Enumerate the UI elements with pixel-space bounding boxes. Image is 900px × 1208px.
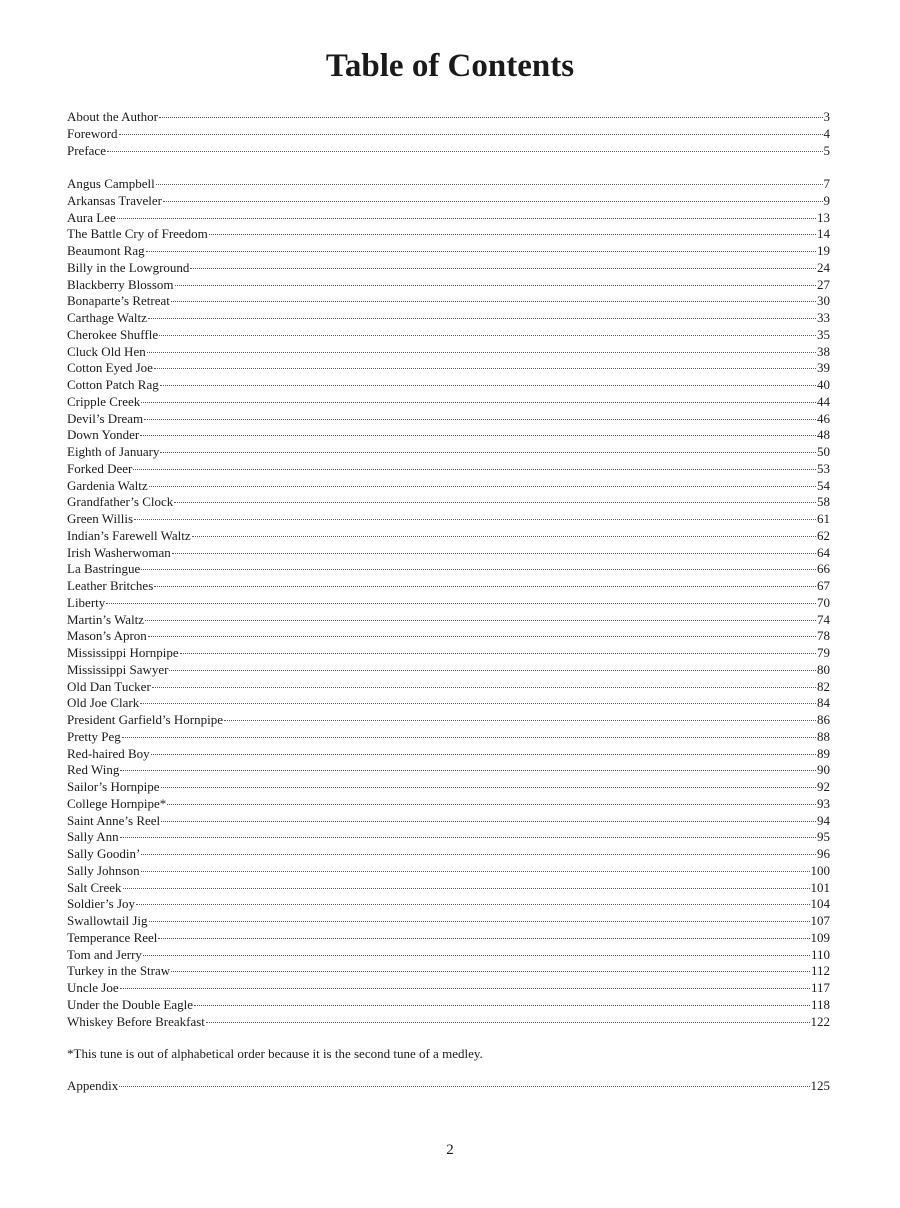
toc-entry-title: Saint Anne’s Reel	[67, 812, 161, 828]
toc-entry-title: Uncle Joe	[67, 980, 119, 995]
toc-entry-title: Swallowtail Jig	[67, 913, 148, 928]
toc-entry-title: Down Yonder	[67, 427, 140, 443]
toc-entry-title: Angus Campbell	[67, 176, 155, 191]
toc-entry-title: Pretty Peg	[67, 728, 121, 744]
toc-entry-page: 67	[817, 578, 830, 593]
toc-entry-page: 109	[810, 929, 830, 945]
toc-entry-page: 88	[817, 728, 830, 744]
dot-leader	[156, 184, 823, 185]
dot-leader	[123, 888, 810, 889]
toc-entry-title: Cotton Eyed Joe	[67, 360, 153, 376]
toc-entry-title: Old Joe Clark	[67, 695, 140, 711]
toc-entry	[67, 712, 830, 729]
toc-entry	[67, 930, 830, 947]
toc-entry-title: President Garfield’s Hornpipe	[67, 712, 223, 727]
toc-entry	[67, 411, 830, 428]
toc-entry-page: 24	[817, 259, 830, 275]
toc-entry-title: The Battle Cry of Freedom	[67, 226, 208, 242]
toc-entry-page: 107	[810, 913, 830, 928]
toc-entry-page: 82	[817, 678, 830, 694]
dot-leader	[151, 754, 816, 755]
dot-leader	[224, 720, 816, 721]
toc-entry	[67, 662, 830, 679]
dot-leader	[172, 553, 816, 554]
toc-entry-page: 118	[810, 996, 830, 1012]
toc-entry	[67, 143, 830, 160]
toc-entry	[67, 226, 830, 243]
dot-leader	[209, 234, 816, 235]
toc-entry-page: 30	[817, 293, 830, 309]
dot-leader	[159, 335, 816, 336]
dot-leader	[163, 201, 823, 202]
toc-entry	[67, 997, 830, 1014]
toc-entry-title: Under the Double Eagle	[67, 996, 193, 1012]
toc-entry	[67, 779, 830, 796]
toc-entry-title: Leather Britches	[67, 578, 154, 593]
dot-leader	[147, 352, 816, 353]
dot-leader	[141, 569, 816, 570]
toc-entry-title: Temperance Reel	[67, 929, 158, 945]
toc-entry	[67, 980, 830, 997]
toc-entry-title: College Hornpipe*	[67, 795, 167, 811]
toc-entry	[67, 913, 830, 930]
dot-leader	[174, 502, 816, 503]
dot-leader	[140, 435, 816, 436]
toc-entry	[67, 210, 830, 227]
toc-tunes	[67, 176, 830, 1030]
dot-leader	[119, 1086, 809, 1087]
toc-entry-title: Beaumont Rag	[67, 243, 145, 258]
toc-entry	[67, 494, 830, 511]
toc-entry	[67, 344, 830, 361]
dot-leader	[206, 1022, 810, 1023]
dot-leader	[141, 854, 816, 855]
page-title: Table of Contents	[325, 48, 575, 84]
dot-leader	[175, 285, 816, 286]
dot-leader	[134, 519, 816, 520]
toc-entry	[67, 963, 830, 980]
toc-entry-title: About the Author	[67, 109, 158, 124]
toc-entry-title: Arkansas Traveler	[67, 192, 162, 208]
dot-leader	[154, 368, 816, 369]
toc-entry-page: 50	[817, 444, 830, 459]
toc-entry-page: 78	[817, 628, 830, 644]
dot-leader	[133, 469, 816, 470]
dot-leader	[120, 837, 816, 838]
dot-leader	[120, 988, 810, 989]
toc-entry-page: 4	[823, 125, 830, 141]
toc-entry-title: Cherokee Shuffle	[67, 326, 159, 342]
toc-entry-page: 40	[817, 377, 830, 392]
toc-entry-title: Mississippi Sawyer	[67, 661, 169, 677]
toc-entry	[67, 327, 830, 344]
toc-entry-title: Red Wing	[67, 762, 120, 778]
toc-entry-page: 44	[817, 393, 830, 409]
dot-leader	[192, 536, 816, 537]
toc-entry	[67, 293, 830, 310]
dot-leader	[107, 151, 823, 152]
toc-entry	[67, 109, 830, 126]
dot-leader	[122, 737, 816, 738]
toc-entry-page: 117	[810, 980, 830, 995]
toc-entry-page: 64	[817, 544, 830, 560]
toc-entry-title: Appendix	[67, 1078, 119, 1093]
toc-entry-page: 100	[810, 862, 830, 878]
toc-entry	[67, 695, 830, 712]
toc-entry	[67, 1078, 830, 1095]
toc-entry-title: Green Willis	[67, 511, 134, 526]
dot-leader	[171, 971, 810, 972]
dot-leader	[190, 268, 816, 269]
toc-entry	[67, 394, 830, 411]
footnote: *This tune is out of alphabetical order because it is the second tune of a medley.	[67, 1046, 483, 1061]
dot-leader	[161, 821, 816, 822]
toc-entry-page: 74	[817, 611, 830, 627]
toc-entry-page: 80	[817, 661, 830, 677]
toc-entry-title: Cotton Patch Rag	[67, 377, 159, 392]
toc-entry	[67, 310, 830, 327]
toc-entry	[67, 679, 830, 696]
toc-entry-title: Aura Lee	[67, 209, 116, 225]
dot-leader	[167, 804, 816, 805]
toc-entry-page: 54	[817, 477, 830, 493]
toc-entry-title: Blackberry Blossom	[67, 276, 174, 292]
toc-entry	[67, 595, 830, 612]
toc-entry	[67, 863, 830, 880]
toc-entry-page: 125	[810, 1078, 830, 1093]
dot-leader	[140, 703, 816, 704]
toc-entry-page: 3	[823, 109, 830, 124]
toc-entry-title: Cluck Old Hen	[67, 343, 146, 359]
toc-entry-page: 79	[817, 645, 830, 660]
toc-entry-title: Whiskey Before Breakfast	[67, 1013, 205, 1029]
toc-entry	[67, 561, 830, 578]
toc-entry-page: 110	[810, 946, 830, 962]
toc-entry-page: 5	[823, 142, 830, 158]
toc-entry-page: 39	[817, 360, 830, 376]
toc-entry-page: 19	[817, 243, 830, 258]
toc-entry-title: Devil’s Dream	[67, 410, 144, 426]
toc-entry-page: 38	[817, 343, 830, 359]
dot-leader	[148, 318, 816, 319]
toc-entry-page: 14	[817, 226, 830, 242]
toc-entry-title: Carthage Waltz	[67, 310, 147, 325]
toc-entry-title: Gardenia Waltz	[67, 477, 148, 493]
toc-entry-title: Mason’s Apron	[67, 628, 147, 644]
toc-entry-title: Sally Ann	[67, 829, 119, 845]
dot-leader	[144, 419, 816, 420]
toc-entry	[67, 947, 830, 964]
toc-appendix	[67, 1078, 830, 1095]
toc-entry-page: 96	[817, 846, 830, 861]
toc-entry-title: Mississippi Hornpipe	[67, 645, 179, 660]
toc-entry-title: Soldier’s Joy	[67, 896, 136, 912]
toc-entry	[67, 762, 830, 779]
toc-entry	[67, 277, 830, 294]
dot-leader	[143, 955, 810, 956]
toc-entry-page: 95	[817, 829, 830, 845]
toc-entry-title: Turkey in the Straw	[67, 963, 171, 979]
dot-leader	[145, 620, 816, 621]
toc-entry-page: 9	[823, 192, 830, 208]
dot-leader	[158, 938, 809, 939]
dot-leader	[160, 385, 816, 386]
toc-entry	[67, 528, 830, 545]
toc-entry	[67, 511, 830, 528]
toc-entry-title: Cripple Creek	[67, 393, 141, 409]
dot-leader	[149, 486, 816, 487]
dot-leader	[149, 921, 810, 922]
dot-leader	[169, 670, 816, 671]
toc-entry	[67, 813, 830, 830]
dot-leader	[152, 687, 816, 688]
toc-entry	[67, 1014, 830, 1031]
dot-leader	[154, 586, 816, 587]
dot-leader	[141, 871, 810, 872]
toc-entry-page: 70	[817, 594, 830, 610]
toc-entry-page: 13	[817, 209, 830, 225]
toc-entry	[67, 746, 830, 763]
toc-entry-page: 35	[817, 326, 830, 342]
toc-entry	[67, 461, 830, 478]
toc-entry-title: Tom and Jerry	[67, 946, 142, 962]
dot-leader	[194, 1005, 810, 1006]
toc-entry-title: Red-haired Boy	[67, 745, 150, 761]
toc-entry-title: Bonaparte’s Retreat	[67, 293, 170, 309]
toc-entry-title: Sailor’s Hornpipe	[67, 779, 160, 794]
toc-entry	[67, 729, 830, 746]
toc-entry-page: 90	[817, 762, 830, 778]
toc-entry-title: Foreword	[67, 125, 118, 141]
toc-entry	[67, 427, 830, 444]
toc-entry-title: Sally Goodin’	[67, 846, 141, 861]
dot-leader	[141, 402, 816, 403]
toc-entry	[67, 260, 830, 277]
toc-entry-page: 86	[817, 712, 830, 727]
toc-entry-title: Grandfather’s Clock	[67, 494, 174, 510]
toc-entry	[67, 545, 830, 562]
toc-entry-page: 46	[817, 410, 830, 426]
toc-entry-page: 48	[817, 427, 830, 443]
toc-entry	[67, 478, 830, 495]
dot-leader	[171, 301, 816, 302]
dot-leader	[148, 636, 816, 637]
toc-entry	[67, 846, 830, 863]
toc-entry-page: 92	[817, 779, 830, 794]
toc-entry-title: Sally Johnson	[67, 862, 140, 878]
toc-entry-title: Indian’s Farewell Waltz	[67, 527, 191, 543]
dot-leader	[160, 452, 816, 453]
dot-leader	[136, 904, 809, 905]
dot-leader	[180, 653, 816, 654]
toc-entry	[67, 645, 830, 662]
toc-front-matter	[67, 109, 830, 159]
dot-leader	[117, 218, 816, 219]
toc-entry	[67, 796, 830, 813]
dot-leader	[106, 603, 816, 604]
toc-entry	[67, 612, 830, 629]
toc-entry-page: 62	[817, 527, 830, 543]
toc-entry-title: Old Dan Tucker	[67, 678, 151, 694]
toc-entry-title: Liberty	[67, 594, 106, 610]
toc-entry	[67, 880, 830, 897]
toc-entry-title: Billy in the Lowground	[67, 259, 190, 275]
toc-entry	[67, 829, 830, 846]
toc-entry-page: 89	[817, 745, 830, 761]
toc-entry	[67, 377, 830, 394]
toc-entry	[67, 193, 830, 210]
toc-entry-page: 84	[817, 695, 830, 711]
toc-entry-page: 94	[817, 812, 830, 828]
toc-entry-page: 33	[817, 310, 830, 325]
dot-leader	[119, 134, 823, 135]
toc-entry-page: 93	[817, 795, 830, 811]
toc-entry-page: 66	[817, 561, 830, 577]
toc-entry-title: Forked Deer	[67, 460, 133, 476]
toc-entry-page: 7	[823, 176, 830, 191]
toc-entry	[67, 896, 830, 913]
toc-entry	[67, 176, 830, 193]
toc-entry-title: Martin’s Waltz	[67, 611, 145, 627]
toc-entry	[67, 360, 830, 377]
toc-entry-title: Eighth of January	[67, 444, 160, 459]
toc-entry-page: 27	[817, 276, 830, 292]
toc-entry	[67, 628, 830, 645]
toc-entry-title: Preface	[67, 142, 106, 158]
dot-leader	[146, 251, 816, 252]
toc-entry-page: 104	[810, 896, 830, 912]
dot-leader	[159, 117, 823, 118]
toc-entry-page: 122	[810, 1013, 830, 1029]
toc-entry-page: 101	[810, 879, 830, 895]
toc-entry-page: 112	[810, 963, 830, 979]
dot-leader	[120, 770, 816, 771]
toc-entry-title: Irish Washerwoman	[67, 544, 171, 560]
page-number: 2	[446, 1142, 454, 1158]
toc-entry	[67, 243, 830, 260]
toc-entry-page: 61	[817, 511, 830, 526]
toc-entry-title: Salt Creek	[67, 879, 122, 895]
toc-entry	[67, 126, 830, 143]
toc-entry-page: 53	[817, 460, 830, 476]
toc-entry-title: La Bastringue	[67, 561, 141, 577]
toc-entry	[67, 444, 830, 461]
toc-entry-page: 58	[817, 494, 830, 510]
dot-leader	[161, 787, 816, 788]
toc-entry	[67, 578, 830, 595]
